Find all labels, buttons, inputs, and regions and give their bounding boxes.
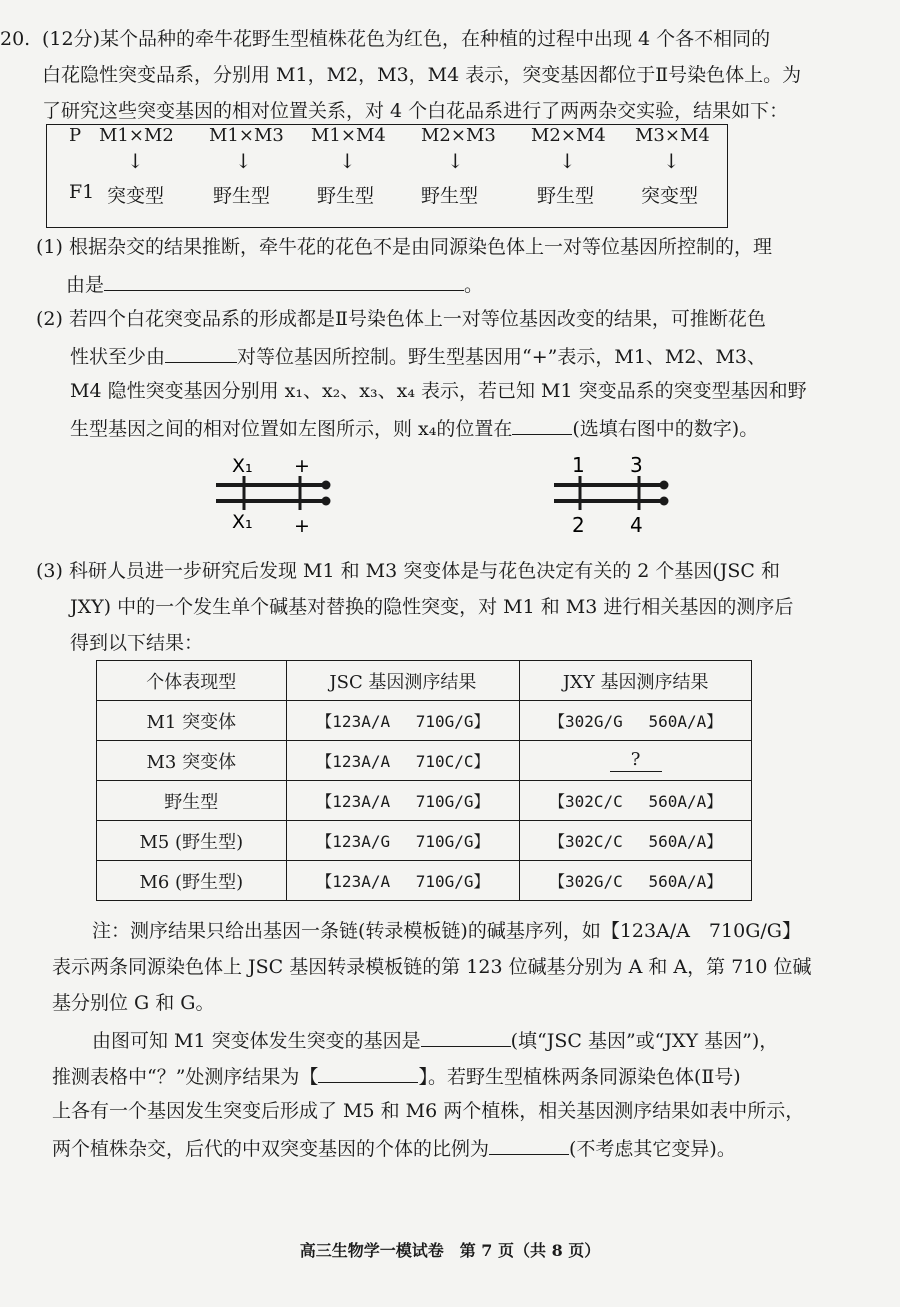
final-line1-suffix: (填“JSC 基因”或“JXY 基因”)， — [510, 1030, 779, 1052]
table-row — [97, 821, 752, 861]
arrow-icon: ↓ — [339, 149, 356, 173]
left-top-right-label: + — [294, 455, 310, 477]
cross-m3-m4: M3×M4 — [635, 125, 710, 146]
part2-prefix: 性状至少由 — [70, 346, 166, 368]
part2-line-1: (2) 若四个白花突变品系的形成都是Ⅱ号染色体上一对等位基因改变的结果，可推断花色 — [36, 308, 766, 330]
cell-phenotype: M3 突变体 — [97, 741, 287, 781]
part2-suffix: 对等位基因所控制。野生型基因用“+”表示，M1、M2、M3、 — [237, 346, 766, 368]
cell-phenotype: 野生型 — [97, 781, 287, 821]
final-line-4 — [52, 1130, 736, 1166]
left-top-left-label: X₁ — [232, 455, 253, 477]
table-row — [97, 701, 752, 741]
cell-jxy: 【302G/C 560A/A】 — [520, 861, 752, 901]
intro-line-2: 白花隐性突变品系，分别用 M1，M2，M3，M4 表示，突变基因都位于Ⅱ号染色体上。为 — [42, 64, 802, 86]
intro-line-1: (12分)某个品种的牵牛花野生型植株花色为红色，在种植的过程中出现 4 个各不相同的 — [42, 28, 771, 50]
question-number: 20. — [0, 28, 31, 50]
sequencing-table — [96, 660, 752, 901]
left-bottom-left-label: X₁ — [232, 511, 253, 533]
note-line-3: 基分别位 G 和 G。 — [52, 992, 215, 1014]
p-label: P — [69, 125, 82, 146]
arrow-icon: ↓ — [127, 149, 144, 173]
part2-line-3: M4 隐性突变基因分别用 x₁、x₂、x₃、x₄ 表示，若已知 M1 突变品系的突变型基因和野 — [70, 380, 807, 402]
final-line4-prefix: 两个植株杂交，后代的中双突变基因的个体的比例为 — [52, 1138, 490, 1160]
arrow-icon: ↓ — [559, 149, 576, 173]
cross-results-box — [46, 124, 728, 228]
cell-jsc: 【123A/A 710G/G】 — [286, 861, 520, 901]
cell-jxy: 【302C/C 560A/A】 — [520, 821, 752, 861]
cell-jxy-unknown[interactable] — [520, 741, 752, 781]
cross-m1-m2: M1×M2 — [99, 125, 174, 146]
cross-m2-m3: M2×M3 — [421, 125, 496, 146]
cell-phenotype: M6 (野生型) — [97, 861, 287, 901]
answer-blank-1[interactable] — [104, 266, 464, 291]
cell-jsc: 【123A/A 710G/G】 — [286, 781, 520, 821]
note-line-2: 表示两条同源染色体上 JSC 基因转录模板链的第 123 位碱基分别为 A 和 A，第 710 位碱 — [52, 956, 812, 978]
final-line2-prefix: 推测表格中“？”处测序结果为【 — [52, 1066, 319, 1088]
arrow-icon: ↓ — [447, 149, 464, 173]
arrow-icon: ↓ — [235, 149, 252, 173]
f1-result-5: 野生型 — [537, 185, 595, 207]
f1-result-2: 野生型 — [213, 185, 271, 207]
part2-line4-suffix: (选填右图中的数字)。 — [572, 418, 759, 440]
cross-m1-m3: M1×M3 — [209, 125, 284, 146]
answer-blank-5[interactable] — [318, 1058, 418, 1083]
part3-line-1: (3) 科研人员进一步研究后发现 M1 和 M3 突变体是与花色决定有关的 2 个基因(JSC 和 — [36, 560, 780, 582]
final-line4-suffix: (不考虑其它变异)。 — [569, 1138, 736, 1160]
part1-prefix: 由是 — [66, 274, 105, 296]
cross-m2-m4: M2×M4 — [531, 125, 606, 146]
cross-m1-m4: M1×M4 — [311, 125, 386, 146]
answer-blank-4[interactable] — [421, 1022, 511, 1047]
table-row — [97, 861, 752, 901]
final-line-2 — [52, 1058, 741, 1094]
part3-line-3: 得到以下结果： — [70, 632, 204, 654]
part3-line-2: JXY) 中的一个发生单个碱基对替换的隐性突变，对 M1 和 M3 进行相关基因的测序后 — [70, 596, 794, 618]
answer-blank-2[interactable] — [165, 338, 237, 363]
answer-blank-6[interactable] — [489, 1130, 569, 1155]
right-chromosome-diagram — [540, 452, 690, 538]
table-row — [97, 781, 752, 821]
cell-jsc: 【123A/A 710C/C】 — [286, 741, 520, 781]
arrow-icon: ↓ — [663, 149, 680, 173]
part1-line-1: (1) 根据杂交的结果推断，牵牛花的花色不是由同源染色体上一对等位基因所控制的，理 — [36, 236, 772, 258]
final-line1-prefix: 由图可知 M1 突变体发生突变的基因是 — [92, 1030, 421, 1052]
right-label-4: 4 — [630, 513, 643, 537]
cell-jsc: 【123A/A 710G/G】 — [286, 701, 520, 741]
header-jsc: JSC 基因测序结果 — [286, 661, 520, 701]
header-phenotype: 个体表现型 — [97, 661, 287, 701]
final-line2-suffix: 】。若野生型植株两条同源染色体(Ⅱ号) — [418, 1066, 741, 1088]
right-label-2: 2 — [572, 513, 585, 537]
page-footer: 高三生物学一模试卷 第 7 页（共 8 页） — [299, 1241, 601, 1260]
part1-line-2 — [66, 266, 483, 302]
f1-label: F1 — [69, 181, 95, 203]
f1-result-6: 突变型 — [641, 185, 699, 207]
answer-blank-3[interactable] — [512, 410, 572, 435]
f1-result-1: 突变型 — [107, 185, 165, 207]
question-mark-blank: ? — [610, 749, 662, 772]
cell-jsc: 【123A/G 710G/G】 — [286, 821, 520, 861]
table-row — [97, 741, 752, 781]
table-header-row — [97, 661, 752, 701]
f1-result-4: 野生型 — [421, 185, 479, 207]
cell-jxy: 【302C/C 560A/A】 — [520, 781, 752, 821]
note-line-1: 注：测序结果只给出基因一条链(转录模板链)的碱基序列，如【123A/A 710G/G】 — [92, 920, 801, 942]
left-chromosome-diagram — [200, 452, 350, 534]
intro-line-3: 了研究这些突变基因的相对位置关系，对 4 个白花品系进行了两两杂交实验，结果如下： — [42, 100, 789, 122]
left-bottom-right-label: + — [294, 515, 310, 534]
header-jxy: JXY 基因测序结果 — [520, 661, 752, 701]
right-label-1: 1 — [572, 453, 585, 477]
cell-jxy: 【302G/G 560A/A】 — [520, 701, 752, 741]
part2-line-2 — [70, 338, 766, 374]
part2-line-4 — [70, 410, 758, 446]
final-line-1 — [92, 1022, 778, 1058]
right-label-3: 3 — [630, 453, 643, 477]
part1-suffix: 。 — [464, 274, 484, 296]
cell-phenotype: M1 突变体 — [97, 701, 287, 741]
cell-phenotype: M5 (野生型) — [97, 821, 287, 861]
part2-line4-prefix: 生型基因之间的相对位置如左图所示，则 x₄的位置在 — [70, 418, 513, 440]
final-line-3: 上各有一个基因发生突变后形成了 M5 和 M6 两个植株，相关基因测序结果如表中所示， — [52, 1100, 805, 1122]
f1-result-3: 野生型 — [317, 185, 375, 207]
